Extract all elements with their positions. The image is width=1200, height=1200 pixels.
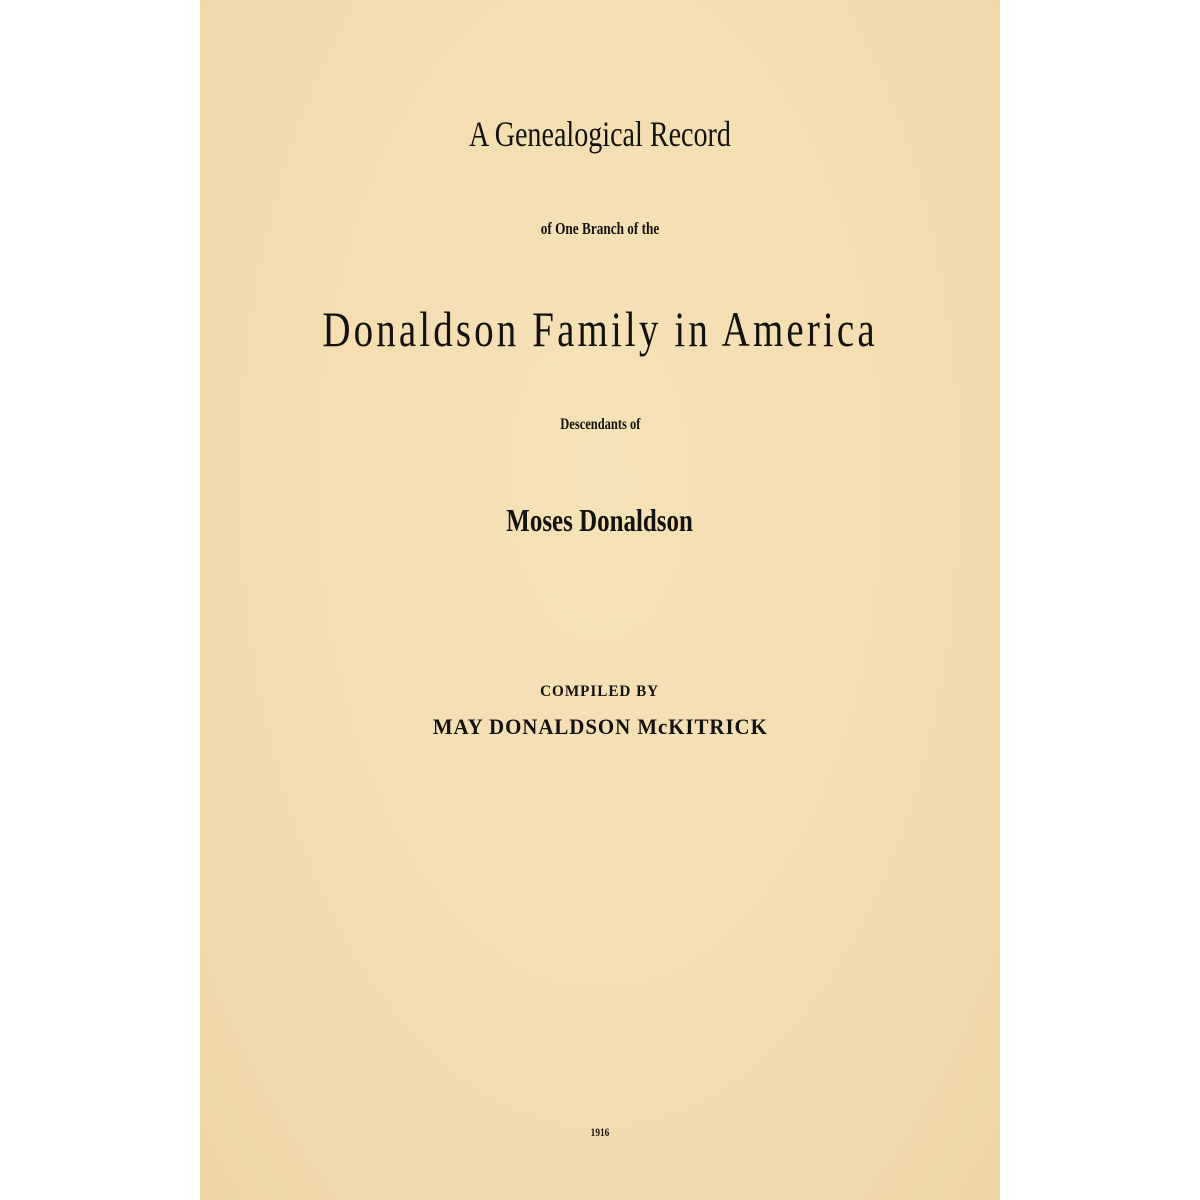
subheading-text: of One Branch of the — [540, 219, 660, 238]
publication-year — [200, 1125, 1000, 1140]
ancestor-text: Moses Donaldson — [506, 502, 694, 538]
compiled-by-label — [200, 683, 1000, 701]
descendants-of-label — [200, 416, 1000, 434]
heading-text: A Genealogical Record — [469, 114, 731, 154]
compiled-by-text: COMPILED BY — [540, 683, 660, 700]
year-text: 1916 — [590, 1125, 610, 1139]
subheading-branch — [200, 219, 1000, 239]
descendants-text: Descendants of — [559, 416, 641, 433]
main-title — [200, 300, 1000, 358]
title-page — [200, 0, 1000, 1200]
main-title-text: Donaldson Family in America — [322, 301, 878, 357]
heading-genealogical-record — [200, 113, 1000, 155]
author-text: MAY DONALDSON McKITRICK — [432, 714, 768, 739]
author-name — [200, 714, 1000, 740]
ancestor-name — [200, 502, 1000, 539]
